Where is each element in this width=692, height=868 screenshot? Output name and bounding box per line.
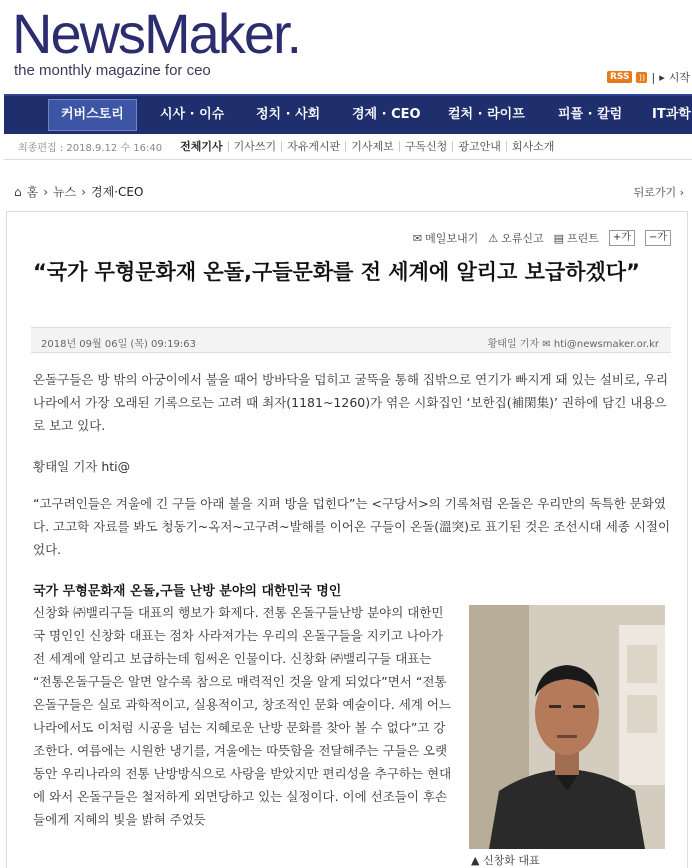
nav-current-affairs[interactable]: 시사 · 이슈 bbox=[160, 107, 225, 122]
font-smaller-button[interactable]: −가 bbox=[645, 230, 671, 246]
main-nav bbox=[4, 94, 692, 134]
utility-links bbox=[180, 141, 559, 152]
email-button[interactable]: ✉ 메일보내기 bbox=[412, 231, 479, 245]
breadcrumb-home[interactable]: 홈 bbox=[26, 185, 39, 199]
article-meta bbox=[31, 327, 671, 353]
masthead bbox=[0, 0, 692, 92]
article-container bbox=[6, 211, 688, 868]
breadcrumb bbox=[14, 183, 143, 200]
print-button[interactable]: ▤ 프린트 bbox=[553, 231, 599, 245]
nav-cover-story[interactable]: 커버스토리 bbox=[48, 99, 137, 131]
font-bigger-button[interactable]: +가 bbox=[609, 230, 635, 246]
nav-it-science[interactable]: IT과학 bbox=[652, 107, 691, 122]
separator-icon: | bbox=[651, 70, 656, 84]
nav-economy-ceo[interactable]: 경제 · CEO bbox=[352, 107, 421, 122]
last-updated: 최종편집 : 2018.9.12 수 16:40 bbox=[18, 143, 163, 154]
nav-culture-life[interactable]: 컬처 · 라이프 bbox=[448, 107, 525, 122]
link-write-article[interactable]: 기사쓰기 bbox=[228, 141, 282, 152]
photo-caption: ▲ 신창화 대표 bbox=[471, 854, 540, 867]
home-icon: ⌂ bbox=[14, 184, 22, 199]
chevron-right-icon: › bbox=[43, 184, 49, 199]
article-headline: “국가 무형문화재 온돌,구들문화를 전 세계에 알리고 보급하겠다” bbox=[33, 260, 640, 284]
chevron-right-icon: › bbox=[81, 184, 87, 199]
article-byline[interactable]: 황태일 기자 ✉ hti@newsmaker.or.kr bbox=[487, 339, 659, 350]
breadcrumb-news[interactable]: 뉴스 bbox=[53, 185, 77, 199]
back-link[interactable]: 뒤로가기 › bbox=[633, 186, 684, 199]
article-paragraph: 황태일 기자 hti@ bbox=[33, 459, 131, 474]
chevron-right-icon: › bbox=[679, 186, 684, 199]
link-free-board[interactable]: 자유게시판 bbox=[281, 141, 345, 152]
link-ad-info[interactable]: 광고안내 bbox=[452, 141, 506, 152]
nav-politics-society[interactable]: 정치 · 사회 bbox=[256, 107, 321, 122]
link-all-articles[interactable]: 전체기사 bbox=[180, 140, 223, 153]
printer-icon: ▤ bbox=[553, 231, 565, 245]
link-news-tip[interactable]: 기사제보 bbox=[345, 141, 399, 152]
rss-area bbox=[607, 69, 690, 85]
article-subhead: 국가 무형문화재 온돌,구들 난방 분야의 대한민국 명인 bbox=[33, 584, 342, 599]
portrait-photo bbox=[469, 605, 665, 849]
home-small-icon: ▸ bbox=[659, 70, 665, 84]
article-paragraph: 온돌구들은 방 밖의 아궁이에서 불을 때어 방바닥을 덥히고 굴뚝을 통해 집밖으로 연기가 빠지게 돼 있는 설비로, 우리나라에서 가장 오래된 기록으로는 고려 때 최자(1181~1260)가 엮은 시화집인 ‘보한집(補閑集)’ 권하에 담긴 내용으로 보고 있다. bbox=[33, 372, 669, 433]
nav-people-column[interactable]: 피플 · 칼럼 bbox=[558, 107, 623, 122]
warning-icon: ⚠ bbox=[488, 231, 499, 245]
utility-bar bbox=[4, 134, 692, 160]
portrait-illustration bbox=[469, 605, 665, 849]
envelope-icon: ✉ bbox=[412, 231, 423, 245]
link-subscribe[interactable]: 구독신청 bbox=[399, 141, 453, 152]
rss-button[interactable]: RSS bbox=[607, 71, 633, 83]
report-error-button[interactable]: ⚠ 오류신고 bbox=[488, 231, 544, 245]
rss-feed-icon[interactable]: )) bbox=[636, 72, 647, 83]
breadcrumb-current[interactable]: 경제·CEO bbox=[91, 185, 144, 199]
site-tagline: the monthly magazine for ceo bbox=[14, 62, 211, 79]
article-date: 2018년 09월 06일 (목) 09:19:63 bbox=[41, 339, 196, 350]
start-page-link[interactable]: 시작 bbox=[668, 71, 690, 84]
article-paragraph: 신창화 ㈜밸리구들 대표의 행보가 화제다. 전통 온돌구들난방 분야의 대한민국 명인인 신창화 대표는 점차 사라져가는 우리의 온돌구들을 지키고 나아가 전 세계에 알리고 보급하는데 힘써온 인물이다. 신창화 ㈜밸리구들 대표는 “전통온돌구들은 알면 알수록 참으로 매력적인 것을 알게 되었다”면서 “전통 온돌구들은 실로 과학적이고, 실용적이고, 창조적인 문화 예술이다. 세계 어느 나라에서도 이처럼 시공을 넘는 지혜로운 난방 문화를 찾아 볼 수 없다”고 강조한다. 여름에는 시원한 냉기를, 겨울에는 따뜻함을 전달해주는 구들은 오랫동안 우리나라의 전통 난방방식으로 사랑을 받았지만 편리성을 추구하는 현대에 와서 온돌구들은 철저하게 외면당하고 있는 실정이다. 이에 선조들이 후손들에게 지혜의 빛을 밝혀 주었듯 bbox=[33, 605, 452, 827]
article-paragraph: “고구려인들은 겨울에 긴 구들 아래 불을 지펴 방을 덥힌다”는 <구당서>의 기록처럼 온돌은 우리만의 독특한 문화였다. 고고학 자료를 봐도 청동기~옥저~고구려~발해를 이어온 구들이 온돌(溫突)로 표기된 것은 조선시대 세종 시절이었다. bbox=[33, 496, 671, 557]
link-company-info[interactable]: 회사소개 bbox=[506, 141, 560, 152]
article-tools bbox=[413, 230, 671, 246]
site-logo[interactable]: NewsMaker. bbox=[12, 2, 301, 65]
